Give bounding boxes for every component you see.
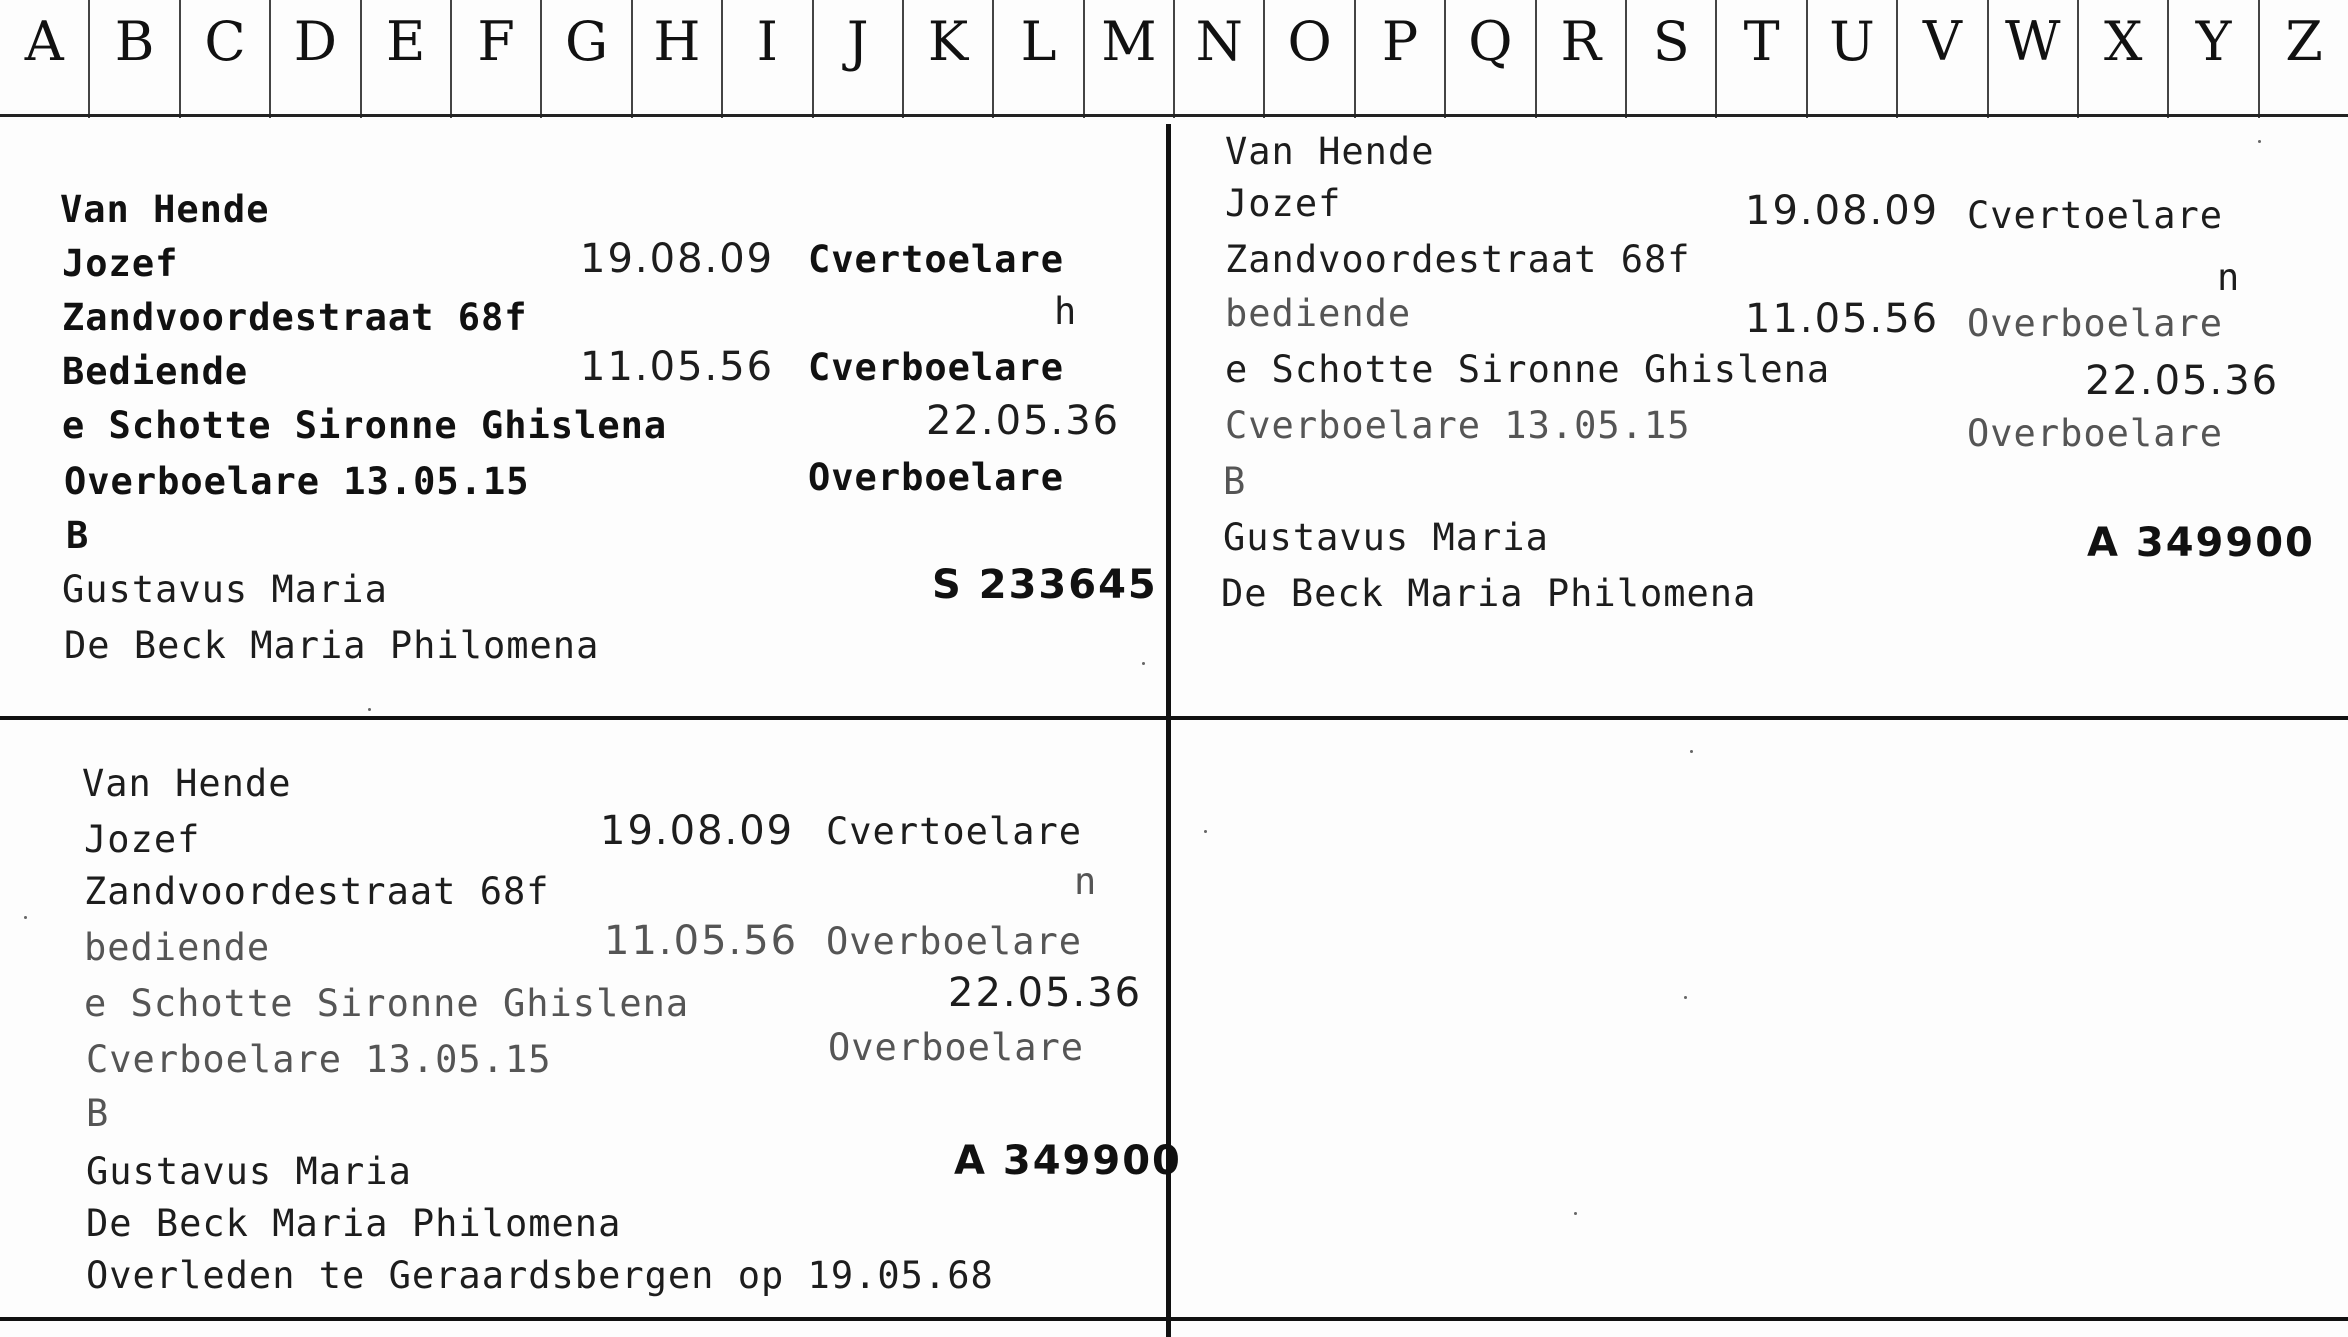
record-card-bottom-right-empty: [1171, 720, 2348, 1317]
record-card-bottom-left: [0, 720, 1182, 1317]
spouse-birth: Cverboelare 13.05.15: [1225, 404, 1691, 447]
occupation: bediende: [84, 926, 271, 969]
alphabet-letter-f: F: [452, 0, 542, 118]
alphabet-letter-v: V: [1898, 0, 1988, 118]
address: Zandvoordestraat 68f: [1225, 238, 1691, 281]
alphabet-letter-o: O: [1265, 0, 1355, 118]
marriage-date: 11.05.56: [580, 344, 775, 390]
alphabet-letter-a: A: [0, 0, 90, 118]
alphabet-letter-c: C: [181, 0, 271, 118]
record-letter: B: [1223, 460, 1247, 503]
birth-date: 19.08.09: [1745, 188, 1940, 234]
birth-place: Cvertoelare: [826, 810, 1083, 853]
alphabet-letter-p: P: [1356, 0, 1446, 118]
scan-speck: [24, 916, 27, 919]
record-letter: B: [66, 514, 90, 557]
alphabet-letter-m: M: [1085, 0, 1175, 118]
spouse-date: 22.05.36: [926, 398, 1121, 444]
scan-speck: [1684, 996, 1687, 999]
occupation: Bediende: [62, 350, 249, 393]
spouse-date: 22.05.36: [948, 970, 1143, 1016]
scan-speck: [2258, 140, 2261, 143]
scan-speck: [1142, 662, 1145, 665]
record-letter: B: [86, 1092, 110, 1135]
marriage-date: 11.05.56: [1745, 296, 1940, 342]
alphabet-letter-q: Q: [1446, 0, 1536, 118]
spouse-date: 22.05.36: [2085, 358, 2280, 404]
id-number: S 233645: [932, 562, 1158, 608]
alphabet-letter-s: S: [1627, 0, 1717, 118]
alphabet-letter-k: K: [904, 0, 994, 118]
address: Zandvoordestraat 68f: [84, 870, 550, 913]
spouse-name: e Schotte Sironne Ghislena: [1225, 348, 1831, 391]
death-note: Overleden te Geraardsbergen op 19.05.68: [86, 1254, 994, 1297]
birth-date: 19.08.09: [580, 236, 775, 282]
spouse-birth: Cverboelare 13.05.15: [86, 1038, 552, 1081]
father-name: Gustavus Maria: [62, 568, 388, 611]
header-divider: [0, 114, 2348, 117]
spouse-name: e Schotte Sironne Ghislena: [62, 404, 668, 447]
bottom-border: [0, 1317, 2348, 1321]
alphabet-letter-j: J: [814, 0, 904, 118]
mother-name: De Beck Maria Philomena: [64, 624, 600, 667]
spouse-birth: Overboelare 13.05.15: [64, 460, 530, 503]
alphabet-index-header: [0, 0, 2348, 118]
spouse-residence: Overboelare: [808, 456, 1065, 499]
scan-speck: [368, 708, 371, 711]
occupation: bediende: [1225, 292, 1412, 335]
alphabet-letter-r: R: [1537, 0, 1627, 118]
sex: n: [2217, 256, 2241, 299]
father-name: Gustavus Maria: [1223, 516, 1549, 559]
alphabet-letter-l: L: [994, 0, 1084, 118]
surname: Van Hende: [60, 188, 270, 231]
first-name: Jozef: [1225, 182, 1342, 225]
scan-speck: [1574, 1212, 1577, 1215]
alphabet-letter-h: H: [633, 0, 723, 118]
spouse-name: e Schotte Sironne Ghislena: [84, 982, 690, 1025]
first-name: Jozef: [62, 242, 179, 285]
sex: h: [1054, 290, 1078, 333]
birth-place: Cvertoelare: [1967, 194, 2224, 237]
surname: Van Hende: [1225, 130, 1435, 173]
id-number: A 349900: [954, 1138, 1182, 1184]
father-name: Gustavus Maria: [86, 1150, 412, 1193]
marriage-place: Overboelare: [1967, 302, 2224, 345]
id-number: A 349900: [2087, 520, 2315, 566]
birth-place: Cvertoelare: [808, 238, 1065, 281]
alphabet-letter-b: B: [90, 0, 180, 118]
alphabet-letter-t: T: [1717, 0, 1807, 118]
first-name: Jozef: [84, 818, 201, 861]
spouse-residence: Overboelare: [1967, 412, 2224, 455]
alphabet-letter-w: W: [1989, 0, 2079, 118]
record-card-top-right: [1171, 120, 2348, 716]
alphabet-letter-x: X: [2079, 0, 2169, 118]
address: Zandvoordestraat 68f: [62, 296, 528, 339]
alphabet-letter-e: E: [362, 0, 452, 118]
surname: Van Hende: [82, 762, 292, 805]
marriage-date: 11.05.56: [604, 918, 799, 964]
birth-date: 19.08.09: [600, 808, 795, 854]
record-card-top-left: [0, 120, 1166, 716]
scan-speck: [1690, 750, 1693, 753]
marriage-place: Cverboelare: [808, 346, 1065, 389]
alphabet-letter-u: U: [1808, 0, 1898, 118]
mother-name: De Beck Maria Philomena: [1221, 572, 1757, 615]
sex: n: [1074, 860, 1098, 903]
alphabet-letter-d: D: [271, 0, 361, 118]
alphabet-letter-z: Z: [2285, 10, 2323, 73]
scan-speck: [1204, 830, 1207, 833]
mother-name: De Beck Maria Philomena: [86, 1202, 622, 1245]
marriage-place: Overboelare: [826, 920, 1083, 963]
spouse-residence: Overboelare: [828, 1026, 1085, 1069]
alphabet-letter-n: N: [1175, 0, 1265, 118]
alphabet-letter-g: G: [542, 0, 632, 118]
alphabet-letter-y: Y: [2169, 0, 2259, 118]
alphabet-letter-i: I: [723, 0, 813, 118]
